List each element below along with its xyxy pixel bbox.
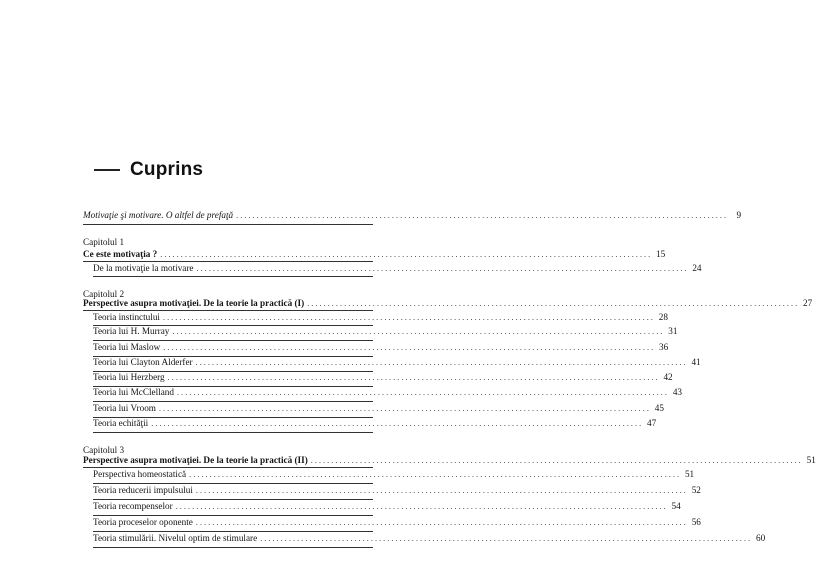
entry-label: De la motivaţie la motivare xyxy=(93,263,194,273)
toc-entry-section xyxy=(93,484,701,497)
dot-leader: ........................................................................................................................ xyxy=(158,404,651,413)
toc-entry-section xyxy=(93,371,673,384)
toc-entry-section xyxy=(93,356,701,369)
dot-leader: ........................................................................................................................ xyxy=(167,373,660,382)
toc-entry-section xyxy=(93,386,682,399)
toc-entry-section xyxy=(93,468,695,481)
page-title: Cuprins xyxy=(130,159,204,180)
divider xyxy=(93,432,373,433)
entry-page: 15 xyxy=(656,249,666,259)
entry-label: Perspectiva homeostatică xyxy=(93,469,187,479)
dot-leader: ........................................................................................................................ xyxy=(195,486,688,495)
entry-label: Ce este motivaţia ? xyxy=(83,249,158,259)
divider xyxy=(83,224,373,225)
entry-label: Teoria lui Maslow xyxy=(93,342,161,352)
toc-entry-section xyxy=(93,516,701,529)
dot-leader: ........................................................................................................................ xyxy=(236,211,729,220)
entry-label: Perspective asupra motivaţiei. De la teorie la practică (II) xyxy=(83,455,308,465)
dot-leader: ........................................................................................................................ xyxy=(163,343,656,352)
entry-page: 28 xyxy=(658,312,668,322)
toc-header xyxy=(94,158,203,182)
dot-leader: ........................................................................................................................ xyxy=(177,388,669,397)
header-dash xyxy=(94,169,120,171)
chapter-label: Capitolul 1 xyxy=(83,237,125,247)
entry-page: 31 xyxy=(668,326,678,336)
divider xyxy=(93,547,373,548)
chapter-label: Capitolul 2 xyxy=(83,289,125,299)
entry-page: 27 xyxy=(803,298,813,308)
entry-page: 45 xyxy=(654,403,664,413)
entry-label: Perspective asupra motivaţiei. De la teorie la practică (I) xyxy=(83,298,305,308)
dot-leader: ........................................................................................................................ xyxy=(195,518,688,527)
entry-label: Teoria instinctului xyxy=(93,312,160,322)
dot-leader: ........................................................................................................................ xyxy=(160,250,653,259)
toc-entry-chapter-title xyxy=(83,454,816,467)
entry-page: 9 xyxy=(736,210,742,220)
entry-label: Teoria lui McClelland xyxy=(93,387,174,397)
entry-page: 24 xyxy=(692,263,702,273)
entry-label: Teoria recompenselor xyxy=(93,501,173,511)
entry-page: 47 xyxy=(647,418,657,428)
entry-page: 41 xyxy=(691,357,701,367)
dot-leader: ........................................................................................................................ xyxy=(260,534,753,543)
entry-label: Teoria lui Herzberg xyxy=(93,372,165,382)
toc-entry-section xyxy=(93,532,766,545)
entry-page: 56 xyxy=(691,517,701,527)
entry-label: Teoria echităţii xyxy=(93,418,149,428)
entry-label: Motivaţie şi motivare. O altfel de prefaţă xyxy=(83,210,234,220)
entry-page: 36 xyxy=(659,342,669,352)
toc-entry-section xyxy=(93,417,657,430)
entry-page: 42 xyxy=(663,372,673,382)
entry-page: 43 xyxy=(672,387,682,397)
entry-page: 52 xyxy=(691,485,701,495)
dot-leader: ........................................................................................................................ xyxy=(151,419,644,428)
dot-leader: ........................................................................................................................ xyxy=(310,456,803,465)
toc-entry-section xyxy=(93,311,668,324)
entry-page: 51 xyxy=(806,455,816,465)
entry-page: 54 xyxy=(671,501,681,511)
dot-leader: ........................................................................................................................ xyxy=(189,470,682,479)
entry-page: 60 xyxy=(756,533,766,543)
entry-label: Teoria lui Vroom xyxy=(93,403,156,413)
toc-entry-preface xyxy=(83,209,742,222)
dot-leader: ........................................................................................................................ xyxy=(162,313,655,322)
toc-entry-section xyxy=(93,341,669,354)
divider xyxy=(93,276,373,277)
dot-leader: ........................................................................................................................ xyxy=(172,327,665,336)
entry-label: Teoria reducerii impulsului xyxy=(93,485,193,495)
entry-label: Teoria lui H. Murray xyxy=(93,326,170,336)
toc-entry-section xyxy=(93,500,681,513)
entry-label: Teoria stimulării. Nivelul optim de stimulare xyxy=(93,533,258,543)
toc-entry-section xyxy=(93,402,664,415)
dot-leader: ........................................................................................................................ xyxy=(195,358,688,367)
entry-label: Teoria proceselor oponente xyxy=(93,517,193,527)
dot-leader: ........................................................................................................................ xyxy=(175,502,668,511)
dot-leader: ........................................................................................................................ xyxy=(307,299,800,308)
dot-leader: ........................................................................................................................ xyxy=(196,264,689,273)
toc-entry-section xyxy=(93,325,678,338)
chapter-label: Capitolul 3 xyxy=(83,445,125,455)
toc-entry-section xyxy=(93,262,702,275)
toc-entry-chapter-title xyxy=(83,248,666,261)
toc-entry-chapter-title xyxy=(83,297,813,310)
entry-label: Teoria lui Clayton Alderfer xyxy=(93,357,193,367)
entry-page: 51 xyxy=(684,469,695,479)
